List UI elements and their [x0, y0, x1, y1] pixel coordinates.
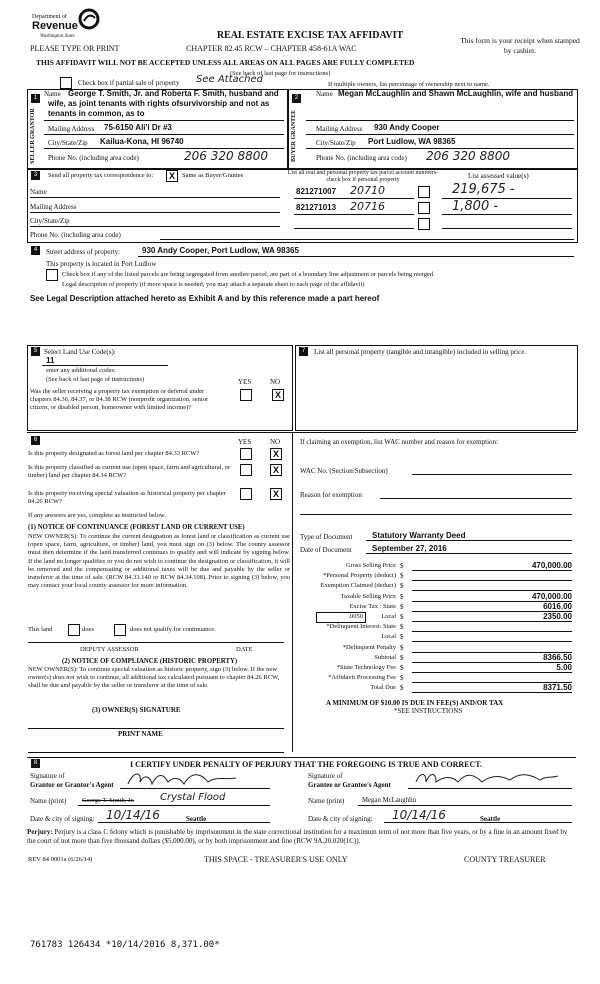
- grantor-name-label: Name (print): [30, 797, 67, 805]
- perjury-label: Perjury:: [27, 828, 53, 836]
- multiple-owners-note: If multiple owners, list percentage of ownership next to name.: [328, 81, 490, 88]
- doc-type-label: Type of Document: [300, 533, 353, 541]
- seller-side-label: SELLER GRANTOR: [30, 108, 36, 164]
- tax-row-currency: $: [400, 582, 404, 591]
- tax-row-currency: $: [400, 674, 404, 683]
- assessed-1[interactable]: 219,675 -: [452, 182, 515, 197]
- please-type: PLEASE TYPE OR PRINT: [30, 44, 120, 53]
- notice2-title: (2) NOTICE OF COMPLIANCE (HISTORIC PROPERTY): [62, 658, 238, 665]
- tax-row-label: Gross Selling Price: [345, 562, 396, 569]
- parcel-1[interactable]: 821271007: [296, 187, 337, 196]
- corr-city-label: City/State/Zip: [30, 217, 70, 225]
- parcel-2-hand: 20716: [350, 200, 385, 213]
- section-4-number: 4: [31, 246, 40, 255]
- warning: THIS AFFIDAVIT WILL NOT BE ACCEPTED UNLESS ALL AREAS ON ALL PAGES ARE FULLY COMPLETED: [36, 58, 415, 67]
- parcel-1-personal-checkbox[interactable]: [418, 186, 430, 198]
- parcel-2-personal-checkbox[interactable]: [418, 202, 430, 214]
- current-use-yes-checkbox[interactable]: [240, 464, 252, 476]
- notice1-title: (1) NOTICE OF CONTINUANCE (FOREST LAND OR CURRENT USE): [28, 524, 245, 531]
- receipt-note: This form is your receipt when stamped by cashier.: [460, 36, 580, 55]
- land-use-yes: YES: [238, 378, 252, 386]
- exemption-label: If claiming an exemption, list WAC number and reason for exemption:: [300, 438, 498, 446]
- tax-row-value[interactable]: 6016.00: [412, 602, 572, 612]
- segregated-checkbox[interactable]: [46, 269, 58, 281]
- grantee-city[interactable]: Seattle: [480, 815, 501, 823]
- forest-yes-checkbox[interactable]: [240, 448, 252, 460]
- logo-swirl-icon: [78, 8, 100, 30]
- local-rate[interactable]: .0050: [316, 612, 366, 623]
- owner-signature: (3) OWNER(S) SIGNATURE: [92, 706, 181, 714]
- parcel-3-personal-checkbox[interactable]: [418, 218, 430, 230]
- dor-logo: [32, 8, 102, 40]
- forest-land-question: Is this property designated as forest land per chapter 84.33 RCW?: [28, 450, 200, 457]
- legal-description: See Legal Description attached hereto as Exhibit A and by this reference made a part hereof: [30, 294, 380, 303]
- tax-row-currency: $: [400, 633, 404, 642]
- buyer-phone[interactable]: 206 320 8800: [426, 149, 510, 163]
- parcel-2[interactable]: 821271013: [296, 203, 337, 212]
- section-6-number: 6: [31, 436, 40, 445]
- buyer-name[interactable]: Megan McLaughlin and Shawn McLaughlin, wife and husband: [338, 89, 574, 98]
- tax-row-value[interactable]: [412, 673, 572, 683]
- land-use-no: NO: [270, 378, 281, 386]
- seller-phone-label: Phone No. (including area code): [48, 154, 139, 162]
- personal-property-section: [295, 345, 578, 431]
- section-5-number: 5: [31, 347, 40, 356]
- grantor-signature: [124, 768, 244, 790]
- grantor-city[interactable]: Seattle: [186, 815, 207, 823]
- does-not-checkbox[interactable]: [114, 624, 126, 636]
- tax-row-label: Local: [381, 613, 396, 620]
- buyer-address[interactable]: 930 Andy Cooper: [374, 123, 440, 132]
- this-land: This land: [28, 626, 53, 633]
- see-back: (See back of last page for instructions): [230, 70, 331, 77]
- tax-row-value[interactable]: [412, 643, 572, 653]
- grantee-signature: [412, 768, 562, 790]
- tax-row-currency: $: [400, 572, 404, 581]
- tax-row-currency: $: [400, 664, 404, 672]
- tax-row-label: *Delinquent Penalty: [342, 643, 396, 651]
- seller-name-label: Name: [44, 90, 61, 98]
- tax-row-value[interactable]: 8371.50: [412, 683, 572, 693]
- section-1-number: 1: [31, 94, 40, 103]
- deputy-date: DATE: [236, 646, 253, 653]
- buyer-side-label: BUYER GRANTEE: [291, 109, 297, 163]
- chapter: CHAPTER 82.45 RCW – CHAPTER 458-61A WAC: [186, 44, 357, 53]
- tax-row-value[interactable]: [412, 622, 572, 632]
- does-checkbox[interactable]: [68, 624, 80, 636]
- seller-address[interactable]: 75-6150 Ali'i Dr #3: [104, 123, 172, 132]
- tax-row-currency: $: [400, 643, 404, 652]
- current-use-no-checkbox[interactable]: X: [270, 464, 282, 476]
- buyer-address-label: Mailing Address: [316, 125, 363, 133]
- form-title: REAL ESTATE EXCISE TAX AFFIDAVIT: [216, 30, 404, 41]
- s6-no: NO: [270, 438, 281, 446]
- historic-no-checkbox[interactable]: X: [270, 488, 282, 500]
- tax-row-currency: $: [400, 684, 404, 693]
- buyer-phone-label: Phone No. (including area code): [316, 154, 407, 162]
- section-2-number: 2: [292, 94, 301, 103]
- seller-city[interactable]: Kailua-Kona, HI 96740: [100, 137, 184, 146]
- tax-row-value[interactable]: 2350.00: [412, 612, 572, 622]
- cashier-stamp: 761783 126434 *10/14/2016 8,371.00*: [30, 940, 220, 950]
- seller-name[interactable]: George T. Smith, Jr. and Roberta F. Smith, husband and wife, as joint tenants with rights ofsurvivorship and not as tenants in common, as to: [48, 89, 279, 118]
- notice2-text: NEW OWNER(S): To continue special valuation as historic property, sign (3) below. If the new owner(s) does not wish to continue, all additional tax calculated pursuant to chapter 84.26 RCW, shall be due and payable by the seller or transferor at the time of sale.: [28, 666, 280, 689]
- if-yes-note: If any answers are yes, complete as instructed below.: [28, 512, 166, 519]
- personal-property-label: List all personal property (tangible and intangible) included in selling price.: [314, 348, 527, 356]
- correspondence-label: Send all property tax correspondence to:: [48, 172, 154, 179]
- grantee-name-label: Name (print): [308, 797, 345, 805]
- doc-date-label: Date of Document: [300, 546, 352, 554]
- tax-row-value[interactable]: [412, 571, 572, 581]
- see-attached-handwriting: See Attached: [196, 74, 263, 85]
- tax-row-value[interactable]: [412, 632, 572, 642]
- street-address[interactable]: 930 Andy Cooper, Port Ludlow, WA 98365: [142, 246, 299, 255]
- partial-sale-checkbox[interactable]: [60, 77, 72, 89]
- doc-type[interactable]: Statutory Warranty Deed: [372, 531, 466, 540]
- grantor-name[interactable]: George T. Smith, Jr.: [82, 797, 134, 804]
- grantor-date-label: Date & city of signing:: [30, 815, 95, 823]
- grantor-sig-label1: Signature of: [30, 772, 65, 780]
- legal-label: Legal description of property (if more space is needed, you may attach a separate sheet to each page of the affidavit): [62, 281, 365, 288]
- exemption-question: Was the seller receiving a property tax exemption or deferral under chapters 84.36, 84.37, or 84.38 RCW (nonprofit organization, senior citizen, or disabled person, homeowner with limited income)?: [30, 388, 209, 411]
- perjury-text: Perjury is a class C felony which is punishable by imprisonment in the state correctional institution for a maximum term of not more than five years, or by a fine in an amount fixed by the court of not more than five thousand dollars ($5,000.00), or by both imprisonment and fine (RCW 9A.20.020(1C)).: [27, 828, 568, 845]
- same-as-buyer-checkbox[interactable]: X: [166, 170, 178, 182]
- does-not-label: does not qualify for continuance.: [130, 626, 216, 633]
- wac-label: WAC No. (Section/Subsection): [300, 467, 388, 475]
- certify-text: I CERTIFY UNDER PENALTY OF PERJURY THAT THE FOREGOING IS TRUE AND CORRECT.: [130, 760, 483, 769]
- parcel-1-hand: 20710: [350, 184, 385, 197]
- same-as-buyer-label: Same as Buyer/Grantee: [182, 172, 244, 179]
- tax-table: [296, 562, 580, 694]
- tax-row-value[interactable]: 5.00: [412, 663, 572, 673]
- grantee-date[interactable]: 10/14/16: [392, 808, 446, 822]
- print-name: PRINT NAME: [118, 730, 163, 738]
- land-use-code[interactable]: 11: [46, 356, 55, 365]
- deputy-assessor: DEPUTY ASSESSOR: [80, 646, 139, 653]
- tax-row-label: Total Due: [370, 684, 396, 692]
- grantee-sig-label1: Signature of: [308, 772, 343, 780]
- tax-row-label: *State Technology Fee: [336, 664, 396, 671]
- logo-line3: Washington State: [40, 34, 75, 39]
- assessed-header: List assessed value(s): [468, 172, 529, 180]
- section-8-number: 8: [31, 759, 40, 768]
- does-label: does: [82, 626, 94, 633]
- tax-row-currency: $: [400, 592, 404, 601]
- located-in: This property is located in Port Ludlow: [46, 260, 157, 268]
- tax-row-label: *Delinquent Interest: State: [326, 623, 396, 631]
- section-7-number: 7: [299, 347, 308, 356]
- land-use-see-back: (See back of last page of instructions): [46, 376, 145, 383]
- reason-label: Reason for exemption: [300, 491, 362, 499]
- tax-row: [296, 684, 580, 694]
- historic-question: Is this property receiving special valuation as historical property per chapter 84.26 RCW?: [28, 490, 226, 505]
- seller-address-label: Mailing Address: [48, 125, 95, 133]
- tax-row-currency: $: [400, 562, 404, 570]
- county-treasurer: COUNTY TREASURER: [464, 855, 546, 864]
- tax-row-label: *Affidavit Processing Fee: [328, 674, 396, 682]
- doc-date[interactable]: September 27, 2016: [372, 544, 447, 553]
- minimum-note: A MINIMUM OF $10.00 IS DUE IN FEE(S) AND/OR TAX: [326, 699, 504, 707]
- logo-line2: Revenue: [32, 20, 78, 32]
- current-use-question: Is this property classified as current use (open space, farm and agricultural, or timber) land per chapter 84.34 RCW?: [28, 464, 231, 479]
- grantee-date-label: Date & city of signing:: [308, 815, 373, 823]
- seller-phone[interactable]: 206 320 8800: [184, 149, 268, 163]
- s6-yes: YES: [238, 438, 252, 446]
- grantee-sig-label2: Grantee or Grantee's Agent: [308, 781, 391, 789]
- buyer-name-label: Name: [316, 90, 333, 98]
- tax-row-currency: $: [400, 653, 404, 662]
- grantor-name-hand: Crystal Flood: [160, 792, 226, 803]
- corr-address-label: Mailing Address: [30, 203, 77, 211]
- additional-codes: enter any additional codes:: [46, 367, 116, 374]
- treasurer-only: THIS SPACE - TREASURER'S USE ONLY: [204, 855, 348, 864]
- tax-row-value[interactable]: 470,000.00: [412, 592, 572, 602]
- buyer-city-label: City/State/Zip: [316, 139, 356, 147]
- street-label: Street address of property:: [46, 248, 121, 256]
- tax-row-value[interactable]: [412, 581, 572, 591]
- tax-row-label: Subtotal: [374, 653, 396, 661]
- land-use-no-checkbox[interactable]: X: [272, 389, 284, 401]
- segregated-label: Check box if any of the listed parcels are being segregated from another parcel, are part of a boundary line adjustment or parcels being merged.: [62, 271, 435, 278]
- tax-row-currency: $: [400, 623, 404, 632]
- buyer-city[interactable]: Port Ludlow, WA 98365: [368, 137, 456, 146]
- section-3-number: 3: [31, 171, 40, 180]
- tax-row-currency: $: [400, 602, 404, 611]
- perjury-note: [27, 828, 576, 846]
- forest-no-checkbox[interactable]: X: [270, 448, 282, 460]
- land-use-yes-checkbox[interactable]: [240, 389, 252, 401]
- grantor-date[interactable]: 10/14/16: [106, 808, 160, 822]
- parcel-header: List all real and personal property tax parcel account numbers-check box if personal property: [287, 170, 439, 183]
- see-instructions: *SEE INSTRUCTIONS: [394, 707, 463, 715]
- historic-yes-checkbox[interactable]: [240, 488, 252, 500]
- logo-line1: Department of: [32, 14, 67, 20]
- notice1-text: NEW OWNER(S): To continue the current designation as forest land or classification as current use (open space, farm, agriculture, or timber) land, you must sign on (3) below. The county assessor must then determine if the land transferred continues to qualify and will indicate by signing below. If the land no longer qualifies or you do not wish to continue the designation or classification, it will be removed and the compensating or additional taxes will be due and payable by the seller or transferor at the time of sale. (RCW 84.33.140 or RCW 84.34.108). Prior to signing (3) below, you may contact your local county assessor for more information.: [28, 533, 290, 590]
- tax-row-label: Taxable Selling Price: [340, 592, 396, 600]
- land-use-label: Select Land Use Code(s):: [44, 348, 116, 356]
- tax-row-label: Exemption Claimed (deduct): [320, 582, 396, 590]
- rev-number: REV 84 0001a (6/26/14): [28, 856, 93, 863]
- corr-name-label: Name: [30, 188, 47, 196]
- grantee-name[interactable]: Megan McLaughlin: [362, 797, 417, 804]
- tax-row-value[interactable]: 470,000.00: [412, 561, 572, 571]
- tax-row-label: Excise Tax : State: [349, 602, 396, 610]
- tax-row-currency: $: [400, 613, 404, 621]
- partial-sale-label: Check box if partial sale of property: [78, 79, 180, 87]
- assessed-2[interactable]: 1,800 -: [452, 199, 499, 214]
- grantor-sig-label2: Grantor or Grantor's Agent: [30, 781, 114, 789]
- tax-row-value[interactable]: 8366.50: [412, 653, 572, 663]
- seller-city-label: City/State/Zip: [48, 139, 88, 147]
- tax-row-label: *Personal Property (deduct): [323, 572, 396, 580]
- tax-row-label: Local: [381, 633, 396, 641]
- corr-phone-label: Phone No. (including area code): [30, 231, 121, 239]
